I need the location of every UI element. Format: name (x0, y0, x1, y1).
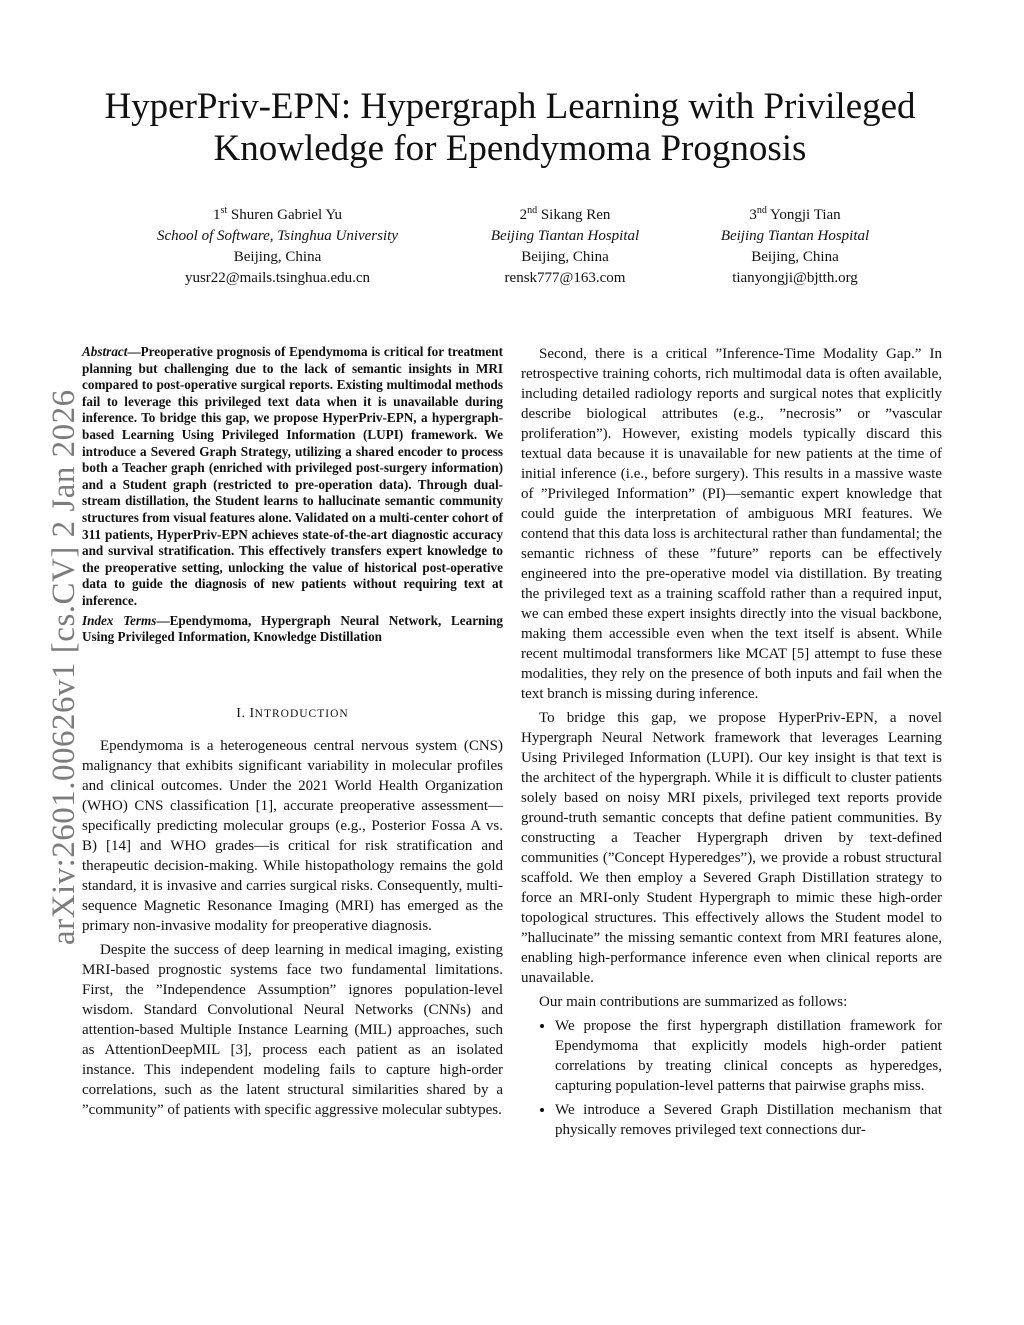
author-location: Beijing, China (751, 249, 839, 265)
author-block-3 (690, 200, 900, 289)
author-name: 3nd Yongji Tian (749, 205, 841, 223)
paragraph: Despite the success of deep learning in medical imaging, existing MRI-based prognostic systems face two fundamental limitations. First, the ”Independence Assumption” ignores population-level wisdom. Standard Convolutional Neural Networks (CNNs) and attention-based Multiple Instance Learning (MIL) approaches, such as AttentionDeepMIL [3], process each patient as an isolated instance. This independent modeling fails to capture high-order correlations, such as the latent structural similarities shared by a ”community” of patients with specific aggressive molecular subtypes. (82, 941, 503, 1118)
author-location: Beijing, China (233, 249, 322, 265)
left-column (82, 344, 503, 1124)
author-affiliation: School of Software, Tsinghua University (157, 228, 398, 244)
author-affiliation: Beijing Tiantan Hospital (490, 228, 640, 244)
paragraph: Ependymoma is a heterogeneous central nervous system (CNS) malignancy that exhibits significant variability in molecular profiles and clinical outcomes. Under the 2021 World Health Organization (WHO) CNS classification [1], accurate preoperative assessment—specifically predicting molecular groups (e.g., Posterior Fossa A vs. B) [14] and WHO grades—is critical for risk stratification and therapeutic decision-making. While histopathology remains the gold standard, it is invasive and carries surgical risks. Consequently, multi-sequence Magnetic Resonance Imaging (MRI) has emerged as the primary non-invasive modality for preoperative diagnosis. (82, 737, 503, 934)
right-column (521, 344, 942, 1144)
author-location: Beijing, China (521, 249, 609, 265)
list-item: • We introduce a Severed Graph Distillation mechanism that physically removes privileged text connections dur- (555, 1100, 942, 1140)
paragraph: Our main contributions are summarized as follows: (539, 994, 848, 1010)
paragraph: Second, there is a critical ”Inference-Time Modality Gap.” In retrospective training cohorts, rich multimodal data is often available, including detailed radiology reports and surgical notes that explicitly describe biological attributes (e.g., ”necrosis” or ”vascular proliferation”). However, existing models typically discard this textual data because it is unavailable for new patients at the time of initial inference (i.e., before surgery). This results in a massive waste of ”Privileged Information” (PI)—semantic expert knowledge that could guide the interpretation of ambiguous MRI features. We contend that this data loss is architectural rather than fundamental; the semantic richness of these ”future” reports can be effectively engineered into the pre-operative model via distillation. By treating the privileged text as a training scaffold rather than a required input, we can embed these expert insights directly into the visual backbone, making them accessible even when the text itself is absent. While recent multimodal transformers like MCAT [5] attempt to fuse these modalities, they rely on the presence of both inputs and fail when the text branch is missing during inference. (521, 346, 942, 702)
author-email: tianyongji@bjtth.org (732, 270, 858, 286)
author-block-2 (455, 200, 675, 289)
author-email: rensk777@163.com (504, 270, 626, 286)
index-terms: Index Terms—Ependymoma, Hypergraph Neural Network, Learning Using Privileged Information, Knowledge Distillation (82, 612, 503, 645)
author-email: yusr22@mails.tsinghua.edu.cn (184, 270, 371, 286)
section-heading-introduction: I. INTRODUCTION (236, 705, 349, 721)
author-block-1 (135, 200, 420, 289)
contributions-list (521, 1016, 942, 1140)
paper-title: HyperPriv-EPN: Hypergraph Learning with Privileged Knowledge for Ependymoma Prognosis (104, 86, 916, 169)
list-item: • We propose the first hypergraph distillation framework for Ependymoma that explicitly models high-order patient correlations by treating clinical concepts as hyperedges, capturing population-level patterns that pairwise graphs miss. (555, 1016, 942, 1096)
paragraph: To bridge this gap, we propose HyperPriv-EPN, a novel Hypergraph Neural Network framework that leverages Learning Using Privileged Information (LUPI). Our key insight is that text is the architect of the hypergraph. While it is difficult to cluster patients solely based on noisy MRI pixels, privileged text reports provide ground-truth semantic concepts that define patient communities. By constructing a Teacher Hypergraph driven by text-defined communities (”Concept Hyperedges”), we provide a robust structural scaffold. We then employ a Severed Graph Distillation strategy to force an MRI-only Student Hypergraph to mimic these high-order topological structures. This effectively allows the Student model to ”hallucinate” the missing semantic context from MRI features alone, enabling high-performance inference even when clinical reports are unavailable. (521, 710, 942, 986)
arxiv-identifier: arXiv:2601.00626v1 [cs.CV] 2 Jan 2026 (46, 389, 82, 945)
author-affiliation: Beijing Tiantan Hospital (720, 228, 870, 244)
abstract: Abstract—Preoperative prognosis of Ependymoma is critical for treatment planning but challenging due to the lack of semantic insights in MRI compared to post-operative surgical reports. Existing multimodal methods fail to leverage this privileged text data when it is unavailable during inference. To bridge this gap, we propose HyperPriv-EPN, a hypergraph-based Learning Using Privileged Information (LUPI) framework. We introduce a Severed Graph Strategy, utilizing a shared encoder to process both a Teacher graph (enriched with privileged post-surgery information) and a Student graph (restricted to pre-operation data). Through dual-stream distillation, the Student learns to hallucinate semantic community structures from visual features alone. Validated on a multi-center cohort of 311 patients, HyperPriv-EPN achieves state-of-the-art diagnostic accuracy and survival stratification. This effectively transfers expert knowledge to the preoperative setting, unlocking the value of historical post-operative data to guide the diagnosis of new patients without requiring text at inference. (82, 344, 503, 608)
author-name: 2nd Sikang Ren (519, 205, 611, 223)
author-name: 1st Shuren Gabriel Yu (212, 205, 342, 223)
